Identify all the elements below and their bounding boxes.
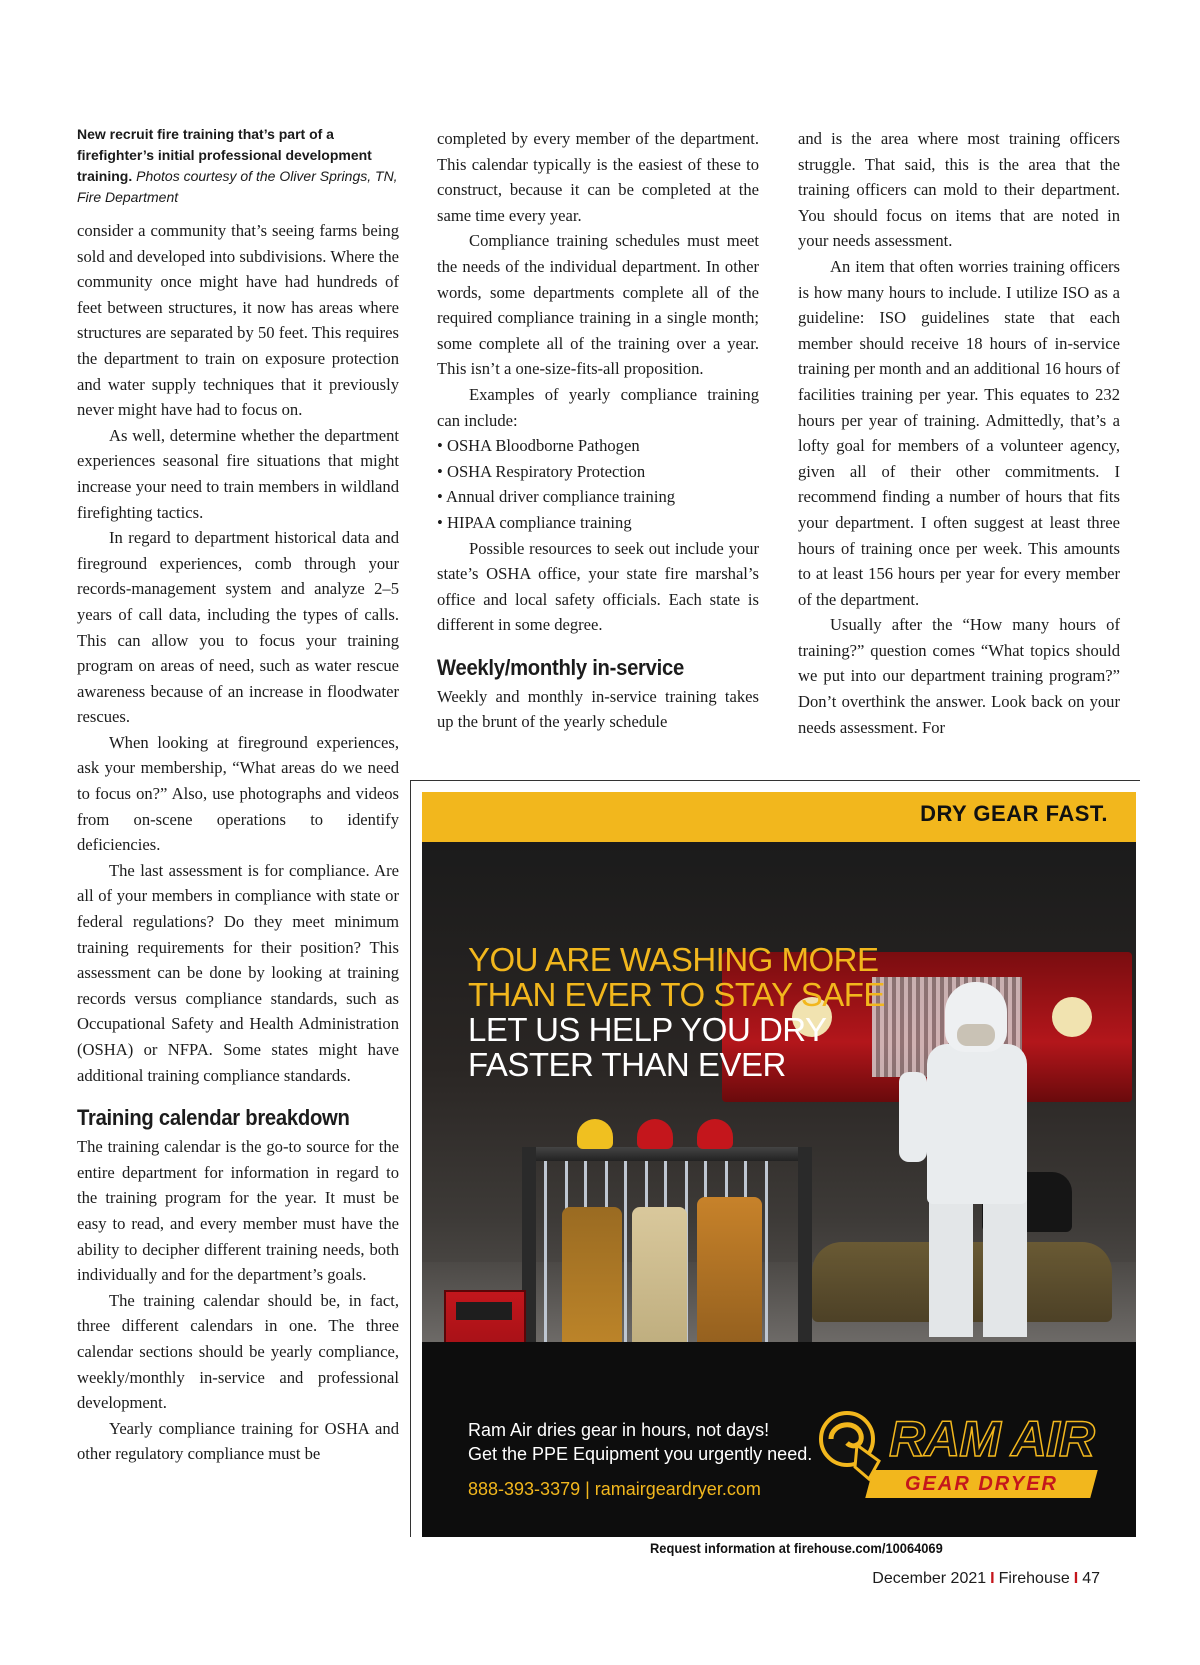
magazine-name: Firehouse: [998, 1570, 1070, 1587]
paragraph: When looking at fireground experiences, ask your membership, “What areas do we need to focus on?” Also, use photographs and videos from on-scene operations to identify deficiencies.: [77, 732, 399, 855]
paragraph: Compliance training schedules must meet the needs of the individual department. In other words, some departments complete all of the required compliance training in a single month; some complete all of the training over a year. This isn’t a one-size-fits-all proposition.: [437, 231, 759, 379]
page-number: 47: [1082, 1570, 1100, 1587]
paragraph: Weekly and monthly in-service training takes up the brunt of the yearly schedule: [437, 686, 759, 732]
ad-banner: [422, 792, 1136, 842]
photo-caption: [77, 124, 399, 208]
caption-bold: New recruit fire training that’s part of a firefighter’s initial professional development training.: [77, 126, 372, 184]
paragraph: The training calendar is the go-to source for the entire department for information in regard to the training program for the year. It must be easy to read, and every member must have the ability to decipher different training needs, both individually and for the department’s goals.: [77, 1137, 399, 1285]
ad-tagline: Get the PPE Equipment you urgently need.: [468, 1444, 813, 1464]
folio-separator: I: [1073, 1570, 1079, 1587]
paragraph: The training calendar should be, in fact, three different calendars in one. The three calendar sections should be yearly compliance, weekly/monthly in-service and professional development.: [77, 1290, 399, 1413]
ad-headline-line: FASTER THAN EVER: [468, 1046, 786, 1083]
logo-subtitle-bar: [865, 1470, 1098, 1498]
ad-contact-link[interactable]: 888-393-3379 | ramairgeardryer.com: [468, 1479, 761, 1499]
ad-banner-text: DRY GEAR FAST.: [920, 801, 1108, 826]
dryer-screen: [456, 1302, 512, 1320]
paragraph: In regard to department historical data and fireground experiences, comb through your records-management system and analyze 2–5 years of call data, including the types of calls. This can allow you to focus your training program on areas of need, such as water rescue awareness because of an increase in floodwater rescues.: [77, 528, 399, 727]
respirator-mask: [957, 1024, 995, 1046]
subheading-training-calendar: Training calendar breakdown: [77, 1105, 350, 1131]
caption-credit: Photos courtesy of the Oliver Springs, TN, Fire Department: [77, 168, 398, 205]
article-column-2: [437, 126, 759, 735]
logo-subtitle: GEAR DRYER: [905, 1473, 1058, 1495]
paragraph: As well, determine whether the department experiences seasonal fire situations that might increase your need to train members in wildland firefighting tactics.: [77, 425, 399, 522]
paragraph: and is the area where most training officers struggle. That said, this is the area that the training officers can mold to their department. You should focus on items that are noted in your needs assessment.: [798, 129, 1120, 251]
hazmat-suit-person: [897, 982, 1067, 1352]
paragraph: Usually after the “How many hours of training?” question comes “What topics should we put into our department training program?” Don’t overthink the answer. Look back on your needs assessment. For: [798, 615, 1120, 737]
ad-headline-line: LET US HELP YOU DRY: [468, 1011, 827, 1048]
ad-footer: [422, 1342, 1136, 1537]
issue-date: December 2021: [872, 1570, 987, 1587]
suit-leg: [929, 1197, 973, 1337]
bullet-item: • HIPAA compliance training: [437, 512, 632, 532]
bullet-item: • Annual driver compliance training: [437, 487, 676, 507]
firefighter-helmet: [577, 1119, 613, 1149]
article-column-1: [77, 124, 399, 1467]
suit-arm: [899, 1072, 927, 1162]
paragraph: An item that often worries training officers is how many hours to include. I utilize ISO as a guideline: ISO guidelines state that each member should receive 18 hours of in-service training per month and an additional 16 hours of facilities training per year. This equates to 232 hours per year of training. Admittedly, that’s a lofty goal for members of a volunteer agency, given all of their other commitments. I recommend finding a number of hours that fits your department. I often suggest at least three hours of training once per week. This amounts to at least 156 hours per year for every member of the department.: [798, 256, 1120, 609]
article-column-3: [798, 126, 1120, 740]
firefighter-helmet: [637, 1119, 673, 1149]
bullet-item: • OSHA Bloodborne Pathogen: [437, 436, 640, 456]
ad-headline-line: YOU ARE WASHING MORE: [468, 941, 879, 978]
rack-top-bar: [522, 1147, 812, 1161]
firefighter-helmet: [697, 1119, 733, 1149]
logo-wordmark: RAM AIR: [889, 1411, 1095, 1467]
ad-headline: [468, 942, 885, 1082]
request-info-link[interactable]: Request information at firehouse.com/10064069: [650, 1540, 943, 1556]
folio-separator: I: [990, 1570, 995, 1587]
ram-air-logo: [817, 1404, 1107, 1524]
page-folio: [872, 1570, 1100, 1588]
suit-body: [927, 1044, 1027, 1204]
ad-tagline: Ram Air dries gear in hours, not days!: [468, 1420, 770, 1440]
ad-headline-line: THAN EVER TO STAY SAFE: [468, 976, 885, 1013]
paragraph: Possible resources to seek out include your state’s OSHA office, your state fire marshal’s office and local safety officials. Each state is different in some degree.: [437, 538, 759, 635]
paragraph: completed by every member of the department. This calendar typically is the easiest of these to construct, because it can be completed at the same time every year.: [437, 129, 759, 225]
paragraph: Yearly compliance training for OSHA and other regulatory compliance must be: [77, 1418, 399, 1464]
ad-photo-scene: [422, 842, 1136, 1342]
bullet-item: • OSHA Respiratory Protection: [437, 461, 646, 481]
paragraph: Examples of yearly compliance training can include:: [437, 384, 759, 430]
suit-leg: [983, 1197, 1027, 1337]
paragraph: consider a community that’s seeing farms being sold and developed into subdivisions. Where the community once might have had hundreds of feet between structures, it now has areas where structures are separated by 50 feet. This requires the department to train on exposure protection and water supply techniques that it previously never might have had to focus on.: [77, 221, 399, 420]
paragraph: The last assessment is for compliance. Are all of your members in compliance with state or federal regulations? Do they meet minimum training requirements for their position? This assessment can be done by looking at training records versus compliance standards, such as Occupational Safety and Health Administration (OSHA) or NFPA. Some states might have additional training compliance standards.: [77, 860, 399, 1085]
ram-air-advertisement[interactable]: [422, 792, 1136, 1537]
subheading-weekly-monthly: Weekly/monthly in-service: [437, 654, 684, 680]
